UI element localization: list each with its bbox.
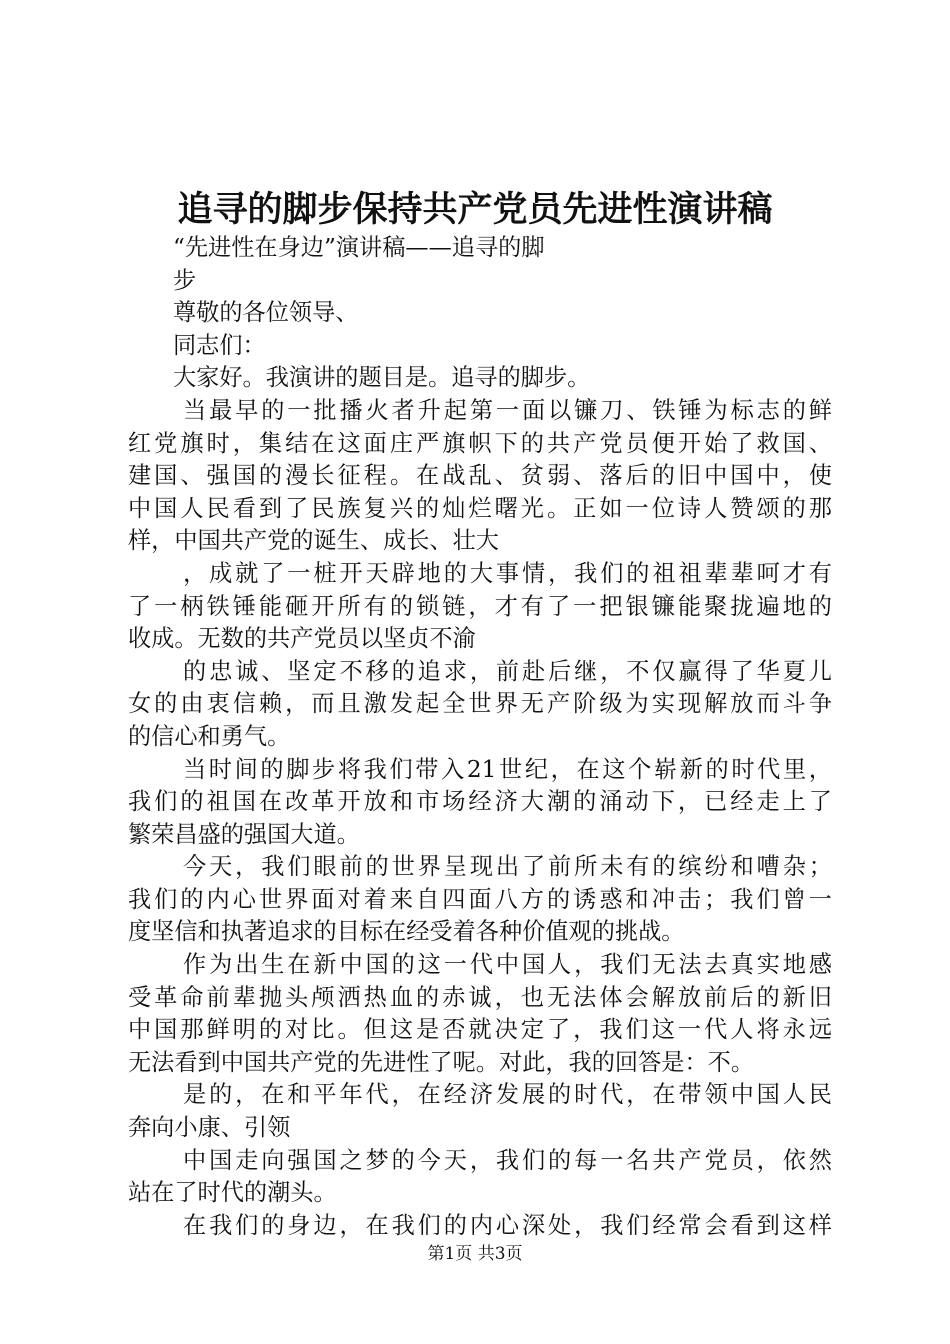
text-line: 步 bbox=[173, 266, 197, 294]
text-line: 今天，我们眼前的世界呈现出了前所未有的缤纷和嘈杂； bbox=[183, 853, 832, 881]
text-line: 红党旗时，集结在这面庄严旗帜下的共产党员便开始了救国、 bbox=[128, 429, 832, 457]
text-line: 的信心和勇气。 bbox=[128, 722, 291, 750]
text-line: 大家好。我演讲的题目是。追寻的脚步。 bbox=[173, 364, 591, 392]
page-footer: 第1页 共3页 bbox=[427, 1244, 523, 1264]
text-line: 无法看到中国共产党的先进性了呢。对此，我的回答是：不。 bbox=[128, 1048, 755, 1076]
text-line: ，成就了一桩开天辟地的大事情，我们的祖祖辈辈呵才有 bbox=[183, 559, 832, 587]
text-line: 受革命前辈抛头颅洒热血的赤诚，也无法体会解放前后的新旧 bbox=[128, 983, 832, 1011]
text-line: 尊敬的各位领导、 bbox=[173, 299, 359, 327]
text-line: 了一柄铁锤能砸开所有的锁链，才有了一把银镰能聚拢遍地的 bbox=[128, 592, 832, 620]
text-line: 中国走向强国之梦的今天，我们的每一名共产党员，依然 bbox=[183, 1146, 832, 1174]
text-line: “先进性在身边”演讲稿——追寻的脚 bbox=[173, 234, 545, 261]
text-line: 我们的祖国在改革开放和市场经济大潮的涌动下，已经走上了 bbox=[128, 788, 832, 816]
text-line: 中国人民看到了民族复兴的灿烂曙光。正如一位诗人赞颂的那 bbox=[128, 494, 832, 522]
text-line: 当最早的一批播火者升起第一面以镰刀、铁锤为标志的鲜 bbox=[183, 396, 832, 424]
text-line: 作为出生在新中国的这一代中国人，我们无法去真实地感 bbox=[183, 951, 832, 979]
text-line: 奔向小康、引领 bbox=[128, 1114, 291, 1142]
text-line: 站在了时代的潮头。 bbox=[128, 1179, 337, 1207]
text-line: 收成。无数的共产党员以坚贞不渝 bbox=[128, 625, 476, 653]
document-body bbox=[128, 232, 832, 1242]
text-line: 的忠诚、坚定不移的追求，前赴后继，不仅赢得了华夏儿 bbox=[183, 657, 832, 685]
text-line: 度坚信和执著追求的目标在经受着各种价值观的挑战。 bbox=[128, 918, 685, 946]
text-line: 是的，在和平年代，在经济发展的时代，在带领中国人民 bbox=[183, 1081, 832, 1109]
text-line: 在我们的身边，在我们的内心深处，我们经常会看到这样 bbox=[183, 1211, 832, 1239]
text-line: 繁荣昌盛的强国大道。 bbox=[128, 820, 360, 848]
text-line: 中国那鲜明的对比。但这是否就决定了，我们这一代人将永远 bbox=[128, 1016, 832, 1044]
text-line: 女的由衷信赖，而且激发起全世界无产阶级为实现解放而斗争 bbox=[128, 690, 832, 718]
text-line: 我们的内心世界面对着来自四面八方的诱惑和冲击；我们曾一 bbox=[128, 885, 832, 913]
text-line: 建国、强国的漫长征程。在战乱、贫弱、落后的旧中国中，使 bbox=[128, 462, 832, 490]
text-line: 同志们： bbox=[173, 331, 266, 359]
text-line: 样，中国共产党的诞生、成长、壮大 bbox=[128, 527, 499, 555]
document-title: 追寻的脚步保持共产党员先进性演讲稿 bbox=[177, 189, 773, 230]
text-line: 当时间的脚步将我们带入21世纪，在这个崭新的时代里， bbox=[183, 755, 832, 783]
